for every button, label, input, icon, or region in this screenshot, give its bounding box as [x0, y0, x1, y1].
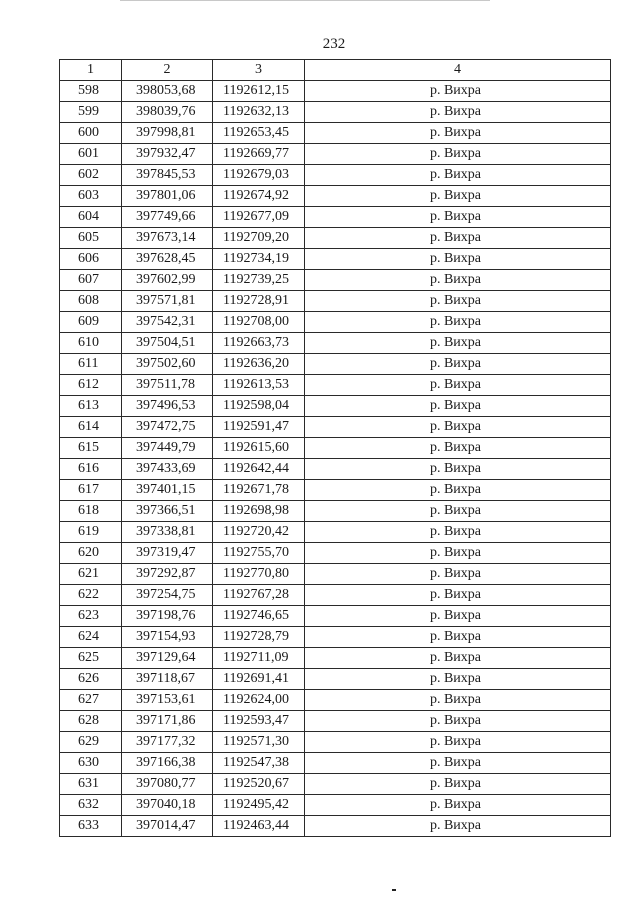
description-cell: р. Вихра [305, 417, 611, 438]
x-coordinate-cell: 397542,31 [122, 312, 213, 333]
y-coordinate-cell: 1192636,20 [213, 354, 305, 375]
table-row [60, 543, 611, 564]
table-row [60, 165, 611, 186]
point-number-cell: 629 [60, 732, 122, 753]
x-coordinate-cell: 397502,60 [122, 354, 213, 375]
table-row [60, 711, 611, 732]
y-coordinate-cell: 1192698,98 [213, 501, 305, 522]
description-cell: р. Вихра [305, 123, 611, 144]
point-number-cell: 626 [60, 669, 122, 690]
y-coordinate-cell: 1192612,15 [213, 81, 305, 102]
point-number-cell: 622 [60, 585, 122, 606]
description-cell: р. Вихра [305, 249, 611, 270]
table-row [60, 417, 611, 438]
table-row [60, 207, 611, 228]
point-number-cell: 608 [60, 291, 122, 312]
point-number-cell: 632 [60, 795, 122, 816]
y-coordinate-cell: 1192591,47 [213, 417, 305, 438]
description-cell: р. Вихра [305, 354, 611, 375]
point-number-cell: 633 [60, 816, 122, 837]
point-number-cell: 615 [60, 438, 122, 459]
table-row [60, 627, 611, 648]
point-number-cell: 621 [60, 564, 122, 585]
description-cell: р. Вихра [305, 669, 611, 690]
description-cell: р. Вихра [305, 753, 611, 774]
description-cell: р. Вихра [305, 207, 611, 228]
y-coordinate-cell: 1192615,60 [213, 438, 305, 459]
y-coordinate-cell: 1192679,03 [213, 165, 305, 186]
y-coordinate-cell: 1192669,77 [213, 144, 305, 165]
column-header-y-coordinate: 3 [213, 60, 305, 81]
description-cell: р. Вихра [305, 795, 611, 816]
table-row [60, 375, 611, 396]
x-coordinate-cell: 397292,87 [122, 564, 213, 585]
description-cell: р. Вихра [305, 144, 611, 165]
x-coordinate-cell: 397338,81 [122, 522, 213, 543]
x-coordinate-cell: 397845,53 [122, 165, 213, 186]
point-number-cell: 609 [60, 312, 122, 333]
y-coordinate-cell: 1192671,78 [213, 480, 305, 501]
table-row [60, 795, 611, 816]
description-cell: р. Вихра [305, 333, 611, 354]
y-coordinate-cell: 1192520,67 [213, 774, 305, 795]
y-coordinate-cell: 1192571,30 [213, 732, 305, 753]
table-row [60, 144, 611, 165]
table-row [60, 186, 611, 207]
description-cell: р. Вихра [305, 522, 611, 543]
page-number: 232 [322, 36, 346, 52]
y-coordinate-cell: 1192613,53 [213, 375, 305, 396]
table-row [60, 585, 611, 606]
table-row [60, 564, 611, 585]
point-number-cell: 616 [60, 459, 122, 480]
table-row [60, 459, 611, 480]
description-cell: р. Вихра [305, 543, 611, 564]
y-coordinate-cell: 1192624,00 [213, 690, 305, 711]
point-number-cell: 603 [60, 186, 122, 207]
x-coordinate-cell: 397449,79 [122, 438, 213, 459]
y-coordinate-cell: 1192728,79 [213, 627, 305, 648]
x-coordinate-cell: 397673,14 [122, 228, 213, 249]
point-number-cell: 630 [60, 753, 122, 774]
y-coordinate-cell: 1192709,20 [213, 228, 305, 249]
description-cell: р. Вихра [305, 606, 611, 627]
x-coordinate-cell: 397177,32 [122, 732, 213, 753]
description-cell: р. Вихра [305, 186, 611, 207]
description-cell: р. Вихра [305, 816, 611, 837]
y-coordinate-cell: 1192728,91 [213, 291, 305, 312]
point-number-cell: 604 [60, 207, 122, 228]
description-cell: р. Вихра [305, 732, 611, 753]
x-coordinate-cell: 398053,68 [122, 81, 213, 102]
table-row [60, 438, 611, 459]
table-header-row [60, 60, 611, 81]
table-row [60, 270, 611, 291]
y-coordinate-cell: 1192720,42 [213, 522, 305, 543]
description-cell: р. Вихра [305, 459, 611, 480]
x-coordinate-cell: 397171,86 [122, 711, 213, 732]
table-row [60, 333, 611, 354]
point-number-cell: 631 [60, 774, 122, 795]
table-row [60, 669, 611, 690]
x-coordinate-cell: 397129,64 [122, 648, 213, 669]
y-coordinate-cell: 1192755,70 [213, 543, 305, 564]
description-cell: р. Вихра [305, 396, 611, 417]
scan-dot-mark [392, 889, 396, 891]
description-cell: р. Вихра [305, 585, 611, 606]
y-coordinate-cell: 1192739,25 [213, 270, 305, 291]
y-coordinate-cell: 1192767,28 [213, 585, 305, 606]
x-coordinate-cell: 397153,61 [122, 690, 213, 711]
x-coordinate-cell: 397166,38 [122, 753, 213, 774]
y-coordinate-cell: 1192674,92 [213, 186, 305, 207]
x-coordinate-cell: 397504,51 [122, 333, 213, 354]
description-cell: р. Вихра [305, 270, 611, 291]
y-coordinate-cell: 1192711,09 [213, 648, 305, 669]
description-cell: р. Вихра [305, 648, 611, 669]
table-row [60, 81, 611, 102]
x-coordinate-cell: 397749,66 [122, 207, 213, 228]
coordinates-table [59, 59, 611, 837]
point-number-cell: 627 [60, 690, 122, 711]
x-coordinate-cell: 397932,47 [122, 144, 213, 165]
table-row [60, 249, 611, 270]
column-header-point-number: 1 [60, 60, 122, 81]
y-coordinate-cell: 1192663,73 [213, 333, 305, 354]
point-number-cell: 625 [60, 648, 122, 669]
table-row [60, 312, 611, 333]
point-number-cell: 619 [60, 522, 122, 543]
point-number-cell: 618 [60, 501, 122, 522]
point-number-cell: 614 [60, 417, 122, 438]
column-header-x-coordinate: 2 [122, 60, 213, 81]
x-coordinate-cell: 397511,78 [122, 375, 213, 396]
x-coordinate-cell: 397496,53 [122, 396, 213, 417]
y-coordinate-cell: 1192593,47 [213, 711, 305, 732]
x-coordinate-cell: 397254,75 [122, 585, 213, 606]
table-row [60, 228, 611, 249]
x-coordinate-cell: 397118,67 [122, 669, 213, 690]
table-row [60, 690, 611, 711]
x-coordinate-cell: 398039,76 [122, 102, 213, 123]
point-number-cell: 624 [60, 627, 122, 648]
x-coordinate-cell: 397040,18 [122, 795, 213, 816]
table-row [60, 774, 611, 795]
point-number-cell: 598 [60, 81, 122, 102]
table-row [60, 480, 611, 501]
table-row [60, 606, 611, 627]
table-row [60, 291, 611, 312]
y-coordinate-cell: 1192708,00 [213, 312, 305, 333]
y-coordinate-cell: 1192746,65 [213, 606, 305, 627]
y-coordinate-cell: 1192734,19 [213, 249, 305, 270]
point-number-cell: 605 [60, 228, 122, 249]
x-coordinate-cell: 397998,81 [122, 123, 213, 144]
description-cell: р. Вихра [305, 102, 611, 123]
description-cell: р. Вихра [305, 81, 611, 102]
table-row [60, 732, 611, 753]
y-coordinate-cell: 1192642,44 [213, 459, 305, 480]
point-number-cell: 607 [60, 270, 122, 291]
y-coordinate-cell: 1192632,13 [213, 102, 305, 123]
x-coordinate-cell: 397571,81 [122, 291, 213, 312]
table-row [60, 123, 611, 144]
y-coordinate-cell: 1192653,45 [213, 123, 305, 144]
scan-edge-line [120, 0, 490, 1]
table-row [60, 396, 611, 417]
y-coordinate-cell: 1192598,04 [213, 396, 305, 417]
x-coordinate-cell: 397433,69 [122, 459, 213, 480]
x-coordinate-cell: 397319,47 [122, 543, 213, 564]
description-cell: р. Вихра [305, 480, 611, 501]
point-number-cell: 600 [60, 123, 122, 144]
point-number-cell: 628 [60, 711, 122, 732]
point-number-cell: 599 [60, 102, 122, 123]
point-number-cell: 610 [60, 333, 122, 354]
x-coordinate-cell: 397401,15 [122, 480, 213, 501]
table-row [60, 102, 611, 123]
table-row [60, 753, 611, 774]
table-row [60, 522, 611, 543]
table-row [60, 501, 611, 522]
description-cell: р. Вихра [305, 501, 611, 522]
y-coordinate-cell: 1192677,09 [213, 207, 305, 228]
description-cell: р. Вихра [305, 312, 611, 333]
x-coordinate-cell: 397154,93 [122, 627, 213, 648]
point-number-cell: 601 [60, 144, 122, 165]
point-number-cell: 612 [60, 375, 122, 396]
description-cell: р. Вихра [305, 627, 611, 648]
point-number-cell: 620 [60, 543, 122, 564]
x-coordinate-cell: 397801,06 [122, 186, 213, 207]
y-coordinate-cell: 1192463,44 [213, 816, 305, 837]
description-cell: р. Вихра [305, 564, 611, 585]
table-row [60, 354, 611, 375]
point-number-cell: 613 [60, 396, 122, 417]
point-number-cell: 617 [60, 480, 122, 501]
table-body [60, 81, 611, 837]
y-coordinate-cell: 1192770,80 [213, 564, 305, 585]
description-cell: р. Вихра [305, 165, 611, 186]
x-coordinate-cell: 397080,77 [122, 774, 213, 795]
y-coordinate-cell: 1192495,42 [213, 795, 305, 816]
table-row [60, 816, 611, 837]
description-cell: р. Вихра [305, 228, 611, 249]
column-header-description: 4 [305, 60, 611, 81]
description-cell: р. Вихра [305, 774, 611, 795]
x-coordinate-cell: 397014,47 [122, 816, 213, 837]
table-row [60, 648, 611, 669]
x-coordinate-cell: 397628,45 [122, 249, 213, 270]
description-cell: р. Вихра [305, 438, 611, 459]
y-coordinate-cell: 1192691,41 [213, 669, 305, 690]
point-number-cell: 611 [60, 354, 122, 375]
description-cell: р. Вихра [305, 375, 611, 396]
x-coordinate-cell: 397198,76 [122, 606, 213, 627]
description-cell: р. Вихра [305, 690, 611, 711]
x-coordinate-cell: 397602,99 [122, 270, 213, 291]
point-number-cell: 606 [60, 249, 122, 270]
y-coordinate-cell: 1192547,38 [213, 753, 305, 774]
description-cell: р. Вихра [305, 291, 611, 312]
point-number-cell: 623 [60, 606, 122, 627]
x-coordinate-cell: 397366,51 [122, 501, 213, 522]
description-cell: р. Вихра [305, 711, 611, 732]
point-number-cell: 602 [60, 165, 122, 186]
x-coordinate-cell: 397472,75 [122, 417, 213, 438]
